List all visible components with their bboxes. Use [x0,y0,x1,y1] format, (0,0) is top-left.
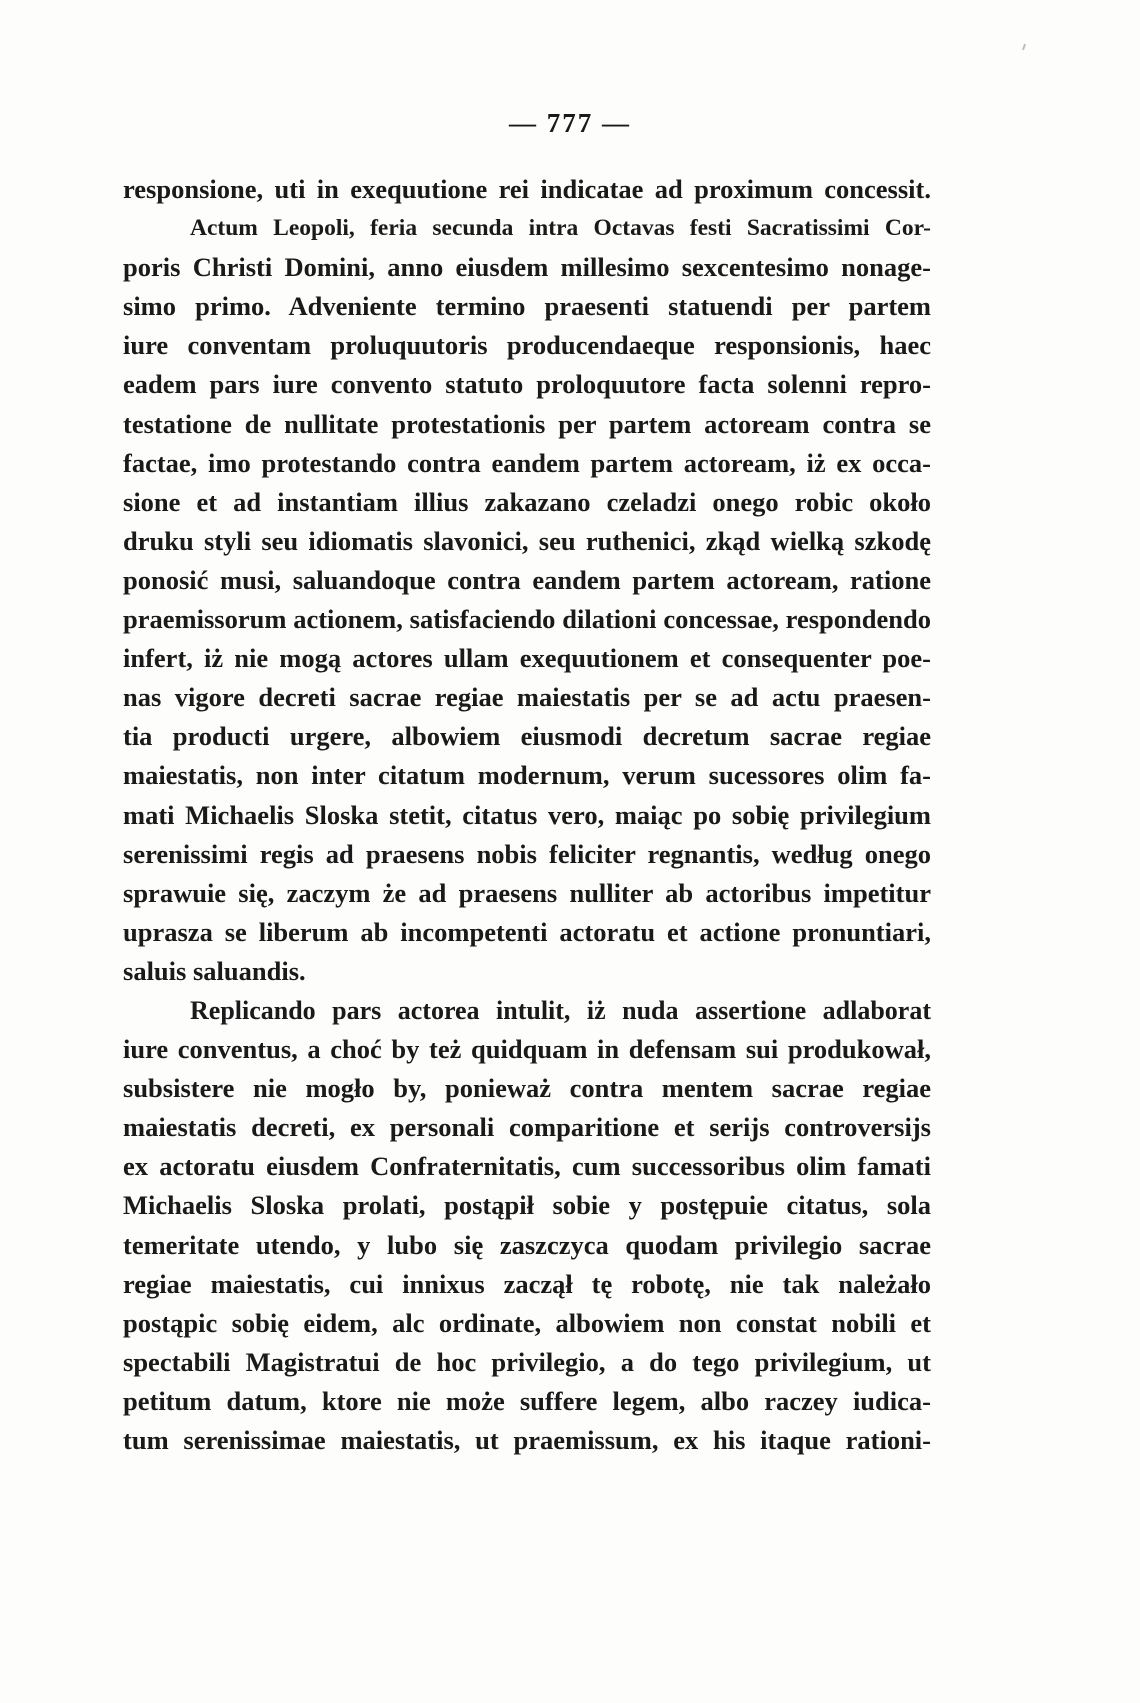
text-line: serenissimi regis ad praesens nobis feliciter regnantis, według onego [123,838,931,869]
text-line: maiestatis, non inter citatum modernum, verum sucessores olim fa- [123,760,931,791]
paper-speck [1022,44,1026,50]
text-line: poris Christi Domini, anno eiusdem millesimo sexcentesimo nonage- [123,252,931,283]
text-line: regiae maiestatis, cui innixus zaczął tę robotę, nie tak należało [123,1268,931,1299]
text-line: Michaelis Sloska prolati, postąpił sobie y postępuie citatus, sola [123,1190,931,1221]
text-line: subsistere nie mogło by, ponieważ contra mentem sacrae regiae [123,1073,931,1104]
text-line: ponosić musi, saluandoque contra eandem partem actoream, ratione [123,564,931,595]
text-line: sione et ad instantiam illius zakazano czeladzi onego robic około [123,486,931,517]
text-line: factae, imo protestando contra eandem partem actoream, iż ex occa- [123,447,931,478]
text-line: iure conventus, a choć by też quidquam in defensam sui produkował, [123,1034,931,1065]
text-line: postąpic sobię eidem, alc ordinate, albowiem non constat nobili et [123,1307,931,1338]
text-line: tum serenissimae maiestatis, ut praemissum, ex his itaque rationi- [123,1425,931,1455]
body-text [123,170,931,1460]
text-line: uprasza se liberum ab incompetenti actoratu et actione pronuntiari, [123,916,931,947]
text-line: Actum Leopoli, feria secunda intra Octavas festi Sacratissimi Cor- [190,215,931,242]
text-line: petitum datum, ktore nie może suffere legem, albo raczey iudica- [123,1385,931,1416]
text-line: Replicando pars actorea intulit, iż nuda assertione adlaborat [190,995,931,1025]
text-line: testatione de nullitate protestationis per partem actoream contra se [123,408,931,439]
text-line: temeritate utendo, y lubo się zaszczyca quodam privilegio sacrae [123,1229,931,1260]
text-line: druku styli seu idiomatis slavonici, seu ruthenici, zkąd wielką szkodę [123,525,931,556]
page-number: — 777 — [509,108,631,138]
text-line: saluis saluandis. [123,955,306,986]
text-line: sprawuie się, zaczym że ad praesens nulliter ab actoribus impetitur [123,877,931,908]
text-line: responsione, uti in exequutione rei indicatae ad proximum concessit. [123,174,931,204]
text-line: mati Michaelis Sloska stetit, citatus vero, maiąc po sobię privilegium [123,799,931,830]
text-line: tia producti urgere, albowiem eiusmodi decretum sacrae regiae [123,721,931,752]
text-line: infert, iż nie mogą actores ullam exequutionem et consequenter poe- [123,643,931,674]
text-line: maiestatis decreti, ex personali comparitione et serijs controversijs [123,1112,931,1143]
text-line: simo primo. Adveniente termino praesenti statuendi per partem [123,291,931,322]
text-line: praemissorum actionem, satisfaciendo dilationi concessae, respondendo [123,604,931,635]
text-line: spectabili Magistratui de hoc privilegio, a do tego privilegium, ut [123,1346,931,1377]
text-line: ex actoratu eiusdem Confraternitatis, cum successoribus olim famati [123,1151,931,1182]
text-line: eadem pars iure convento statuto proloquutore facta solenni repro- [123,369,931,400]
text-line: iure conventam proluquutoris producendaeque responsionis, haec [123,330,931,361]
text-line: nas vigore decreti sacrae regiae maiestatis per se ad actu praesen- [123,682,931,713]
